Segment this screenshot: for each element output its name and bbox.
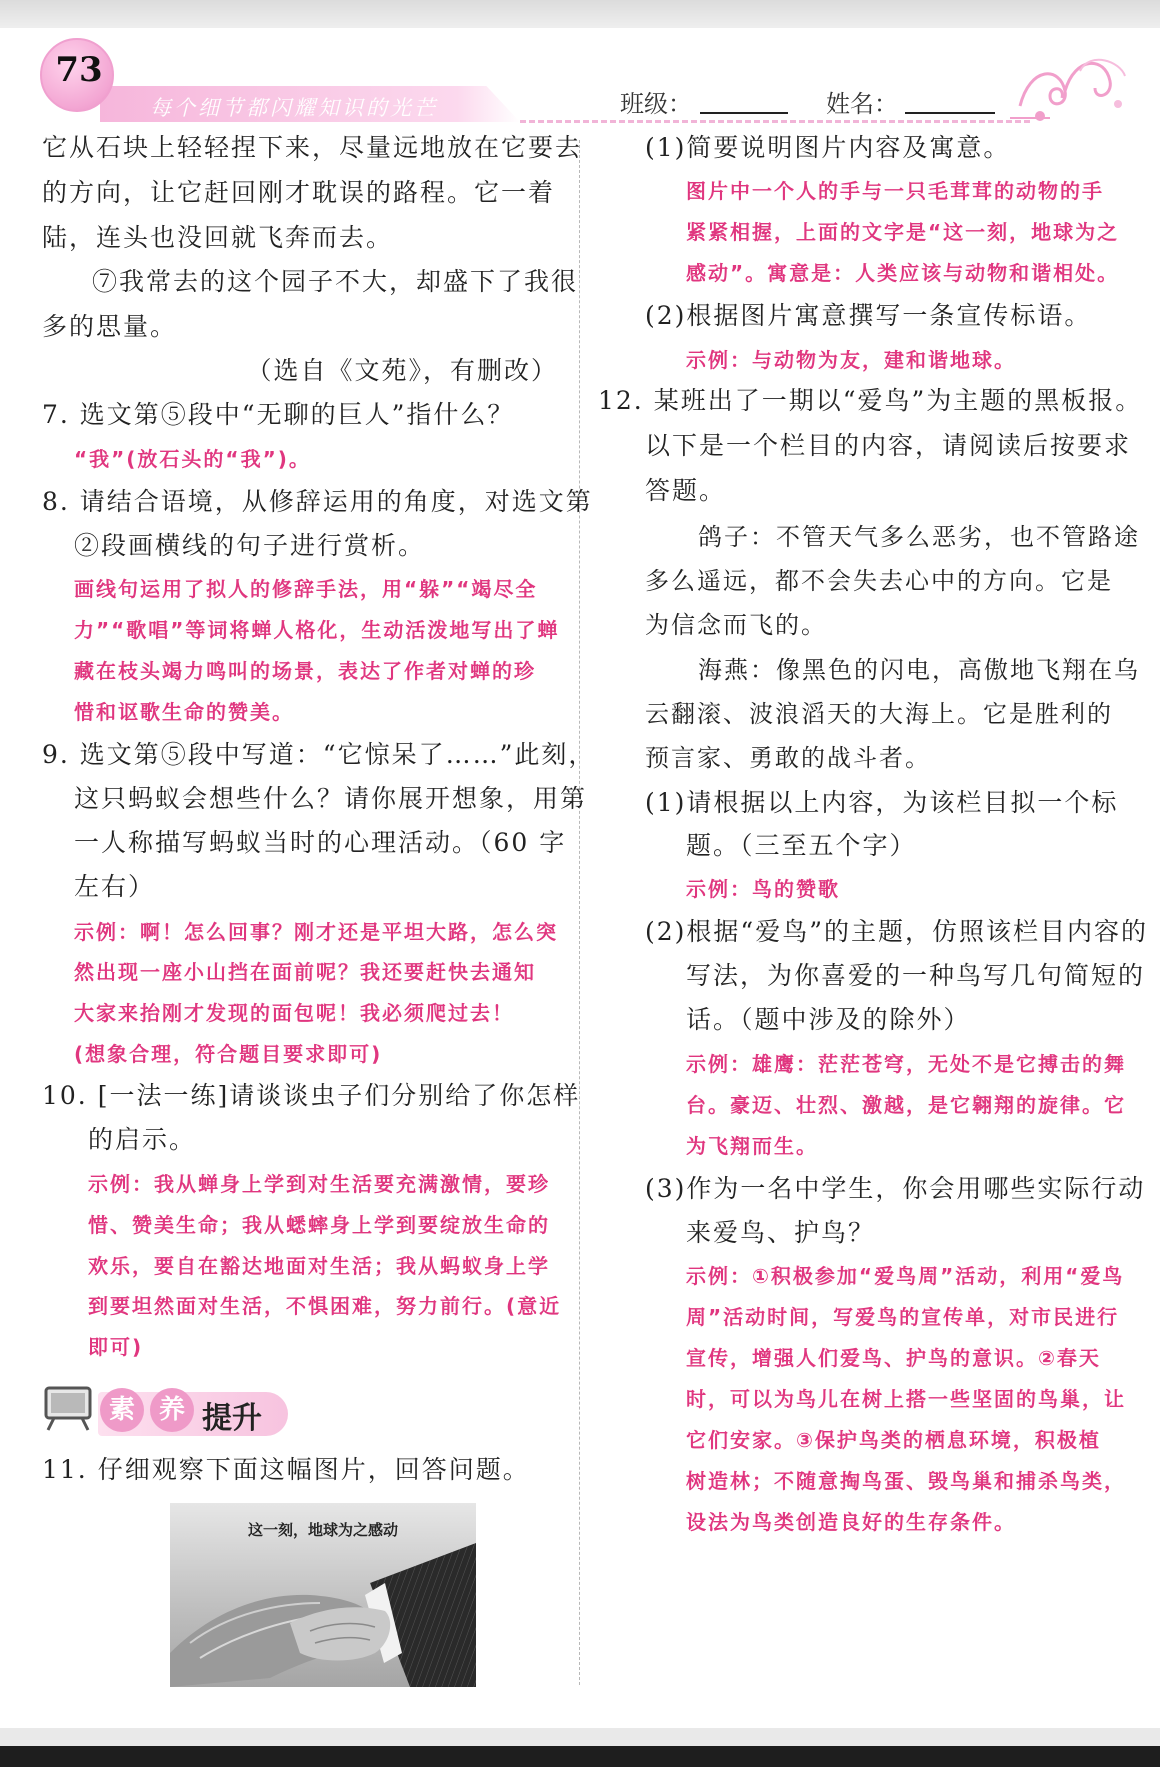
answer-10: 惜、赞美生命；我从蟋蟀身上学到要绽放生命的 (88, 1213, 550, 1237)
question-12-3: (3)作为一名中学生，你会用哪些实际行动 (645, 1174, 1146, 1203)
passage-text: 海燕：像黑色的闪电，高傲地飞翔在乌 (698, 656, 1140, 684)
passage-text: 云翻滚、波浪滔天的大海上。它是胜利的 (645, 700, 1113, 728)
source-citation: （选自《文苑》，有删改） (246, 356, 558, 385)
text-line: 多的思量。 (42, 312, 178, 341)
answer-11-1: 图片中一个人的手与一只毛茸茸的动物的手 (686, 179, 1104, 203)
question-9: 9. 选文第⑤段中写道：“它惊呆了……”此刻， (42, 740, 596, 769)
passage-text: 为信念而飞的。 (645, 611, 827, 639)
answer-11-1: 紧紧相握，上面的文字是“这一刻，地球为之 (686, 220, 1120, 244)
section-heading-char: 素 (100, 1388, 144, 1432)
question-12-2: (2)根据“爱鸟”的主题，仿照该栏目内容的 (645, 917, 1148, 946)
answer-12-3: 宣传，增强人们爱鸟、护鸟的意识。②春天 (686, 1346, 1101, 1370)
question-12-3: 来爱鸟、护鸟？ (686, 1218, 876, 1247)
passage-text: 预言家、勇敢的战斗者。 (645, 744, 931, 772)
answer-8: 力”“歌唱”等词将蝉人格化，生动活泼地写出了蝉 (74, 618, 560, 642)
question-10: 10. [一法一练]请谈谈虫子们分别给了你怎样 (42, 1081, 581, 1110)
text-line: 的方向，让它赶回刚才耽误的路程。它一着 (42, 178, 556, 207)
column-divider (579, 140, 580, 1685)
answer-8: 藏在枝头竭力鸣叫的场景，表达了作者对蝉的珍 (74, 659, 536, 683)
answer-12-2: 台。豪迈、壮烈、激越，是它翱翔的旋律。它 (686, 1093, 1126, 1117)
blackboard-icon (42, 1384, 94, 1432)
question-8: 8. 请结合语境，从修辞运用的角度，对选文第 (42, 487, 593, 516)
answer-12-1: 示例：鸟的赞歌 (686, 877, 840, 901)
page-number: 73 (55, 50, 103, 90)
class-label: 班级： (620, 90, 692, 118)
bottom-dark-bar (0, 1746, 1160, 1767)
answer-12-2: 示例：雄鹰：茫茫苍穹，无处不是它搏击的舞 (686, 1052, 1126, 1076)
question-12-2: 写法，为你喜爱的一种鸟写几句简短的 (686, 961, 1146, 990)
answer-9: 大家来抬刚才发现的面包呢！我必须爬过去！ (74, 1001, 514, 1025)
answer-12-2: 为飞翔而生。 (686, 1134, 818, 1158)
decorative-swirl-icon (1010, 46, 1130, 126)
answer-12-3: 树造林；不随意掏鸟蛋、毁鸟巢和捕杀鸟类， (686, 1469, 1126, 1493)
passage-text: 鸽子：不管天气多么恶劣，也不管路途 (698, 523, 1140, 551)
answer-12-3: 它们安家。③保护鸟类的栖息环境，积极植 (686, 1428, 1101, 1452)
question-11-2: (2)根据图片寓意撰写一条宣传标语。 (645, 301, 1092, 330)
question-12-2: 话。（题中涉及的除外） (686, 1005, 971, 1034)
handshake-photo (170, 1503, 476, 1687)
class-blank-line (700, 112, 788, 114)
answer-8: 惜和讴歌生命的赞美。 (74, 700, 294, 724)
question-9: 一人称描写蚂蚁当时的心理活动。（60 字 (74, 828, 567, 857)
question-12: 以下是一个栏目的内容，请阅读后按要求 (645, 431, 1132, 460)
question-7: 7. 选文第⑤段中“无聊的巨人”指什么？ (42, 400, 515, 429)
question-9: 这只蚂蚁会想些什么？请你展开想象，用第 (74, 784, 588, 813)
answer-10: 到要坦然面对生活，不惧困难，努力前行。(意近 (88, 1294, 562, 1318)
answer-12-3: 示例：①积极参加“爱鸟周”活动，利用“爱鸟 (686, 1264, 1125, 1288)
question-9: 左右） (74, 872, 156, 901)
question-12: 答题。 (645, 476, 727, 505)
section-heading-char: 养 (150, 1388, 194, 1432)
answer-10: 示例：我从蝉身上学到对生活要充满激情，要珍 (88, 1172, 550, 1196)
answer-9: 然出现一座小山挡在面前呢？我还要赶快去通知 (74, 960, 536, 984)
answer-10: 欢乐，要自在豁达地面对生活；我从蚂蚁身上学 (88, 1254, 550, 1278)
passage-text: 多么遥远，都不会失去心中的方向。它是 (645, 567, 1113, 595)
page-number-badge (40, 38, 114, 112)
answer-10: 即可) (88, 1335, 144, 1359)
question-11: 11. 仔细观察下面这幅图片，回答问题。 (42, 1455, 530, 1484)
question-10: 的启示。 (88, 1125, 197, 1154)
question-8: ②段画横线的句子进行赏析。 (74, 531, 426, 560)
answer-12-3: 时，可以为鸟儿在树上搭一些坚固的鸟巢，让 (686, 1387, 1126, 1411)
answer-11-1: 感动”。寓意是：人类应该与动物和谐相处。 (686, 261, 1120, 285)
name-blank-line (905, 112, 995, 114)
photo-caption: 这一刻，地球为之感动 (247, 1521, 398, 1539)
question-11-1: (1)简要说明图片内容及寓意。 (645, 133, 1011, 162)
header-motto: 每个细节都闪耀知识的光芒 (150, 96, 438, 120)
answer-12-3: 设法为鸟类创造良好的生存条件。 (686, 1510, 1016, 1534)
question-12: 12. 某班出了一期以“爱鸟”为主题的黑板报。 (598, 386, 1143, 415)
text-line: 它从石块上轻轻捏下来，尽量远地放在它要去 (42, 133, 583, 162)
answer-7: “我”(放石头的“我”)。 (74, 447, 311, 471)
top-scan-edge (0, 0, 1160, 30)
text-line: ⑦我常去的这个园子不大，却盛下了我很 (92, 267, 579, 296)
header-dashed-line (520, 120, 1030, 123)
question-12-1: 题。（三至五个字） (686, 831, 917, 860)
answer-11-2: 示例：与动物为友，建和谐地球。 (686, 348, 1016, 372)
bottom-scan-edge (0, 1728, 1160, 1746)
answer-8: 画线句运用了拟人的修辞手法，用“躲”“竭尽全 (74, 577, 538, 601)
answer-12-3: 周”活动时间，写爱鸟的宣传单，对市民进行 (686, 1305, 1120, 1329)
section-heading: 提升 (202, 1401, 262, 1436)
answer-9: 示例：啊！怎么回事？刚才还是平坦大路，怎么突 (74, 920, 558, 944)
text-line: 陆，连头也没回就飞奔而去。 (42, 223, 394, 252)
name-label: 姓名： (826, 90, 898, 118)
handshake-illustration (170, 1503, 476, 1687)
answer-9: (想象合理，符合题目要求即可) (74, 1042, 383, 1066)
question-12-1: (1)请根据以上内容，为该栏目拟一个标 (645, 788, 1119, 817)
